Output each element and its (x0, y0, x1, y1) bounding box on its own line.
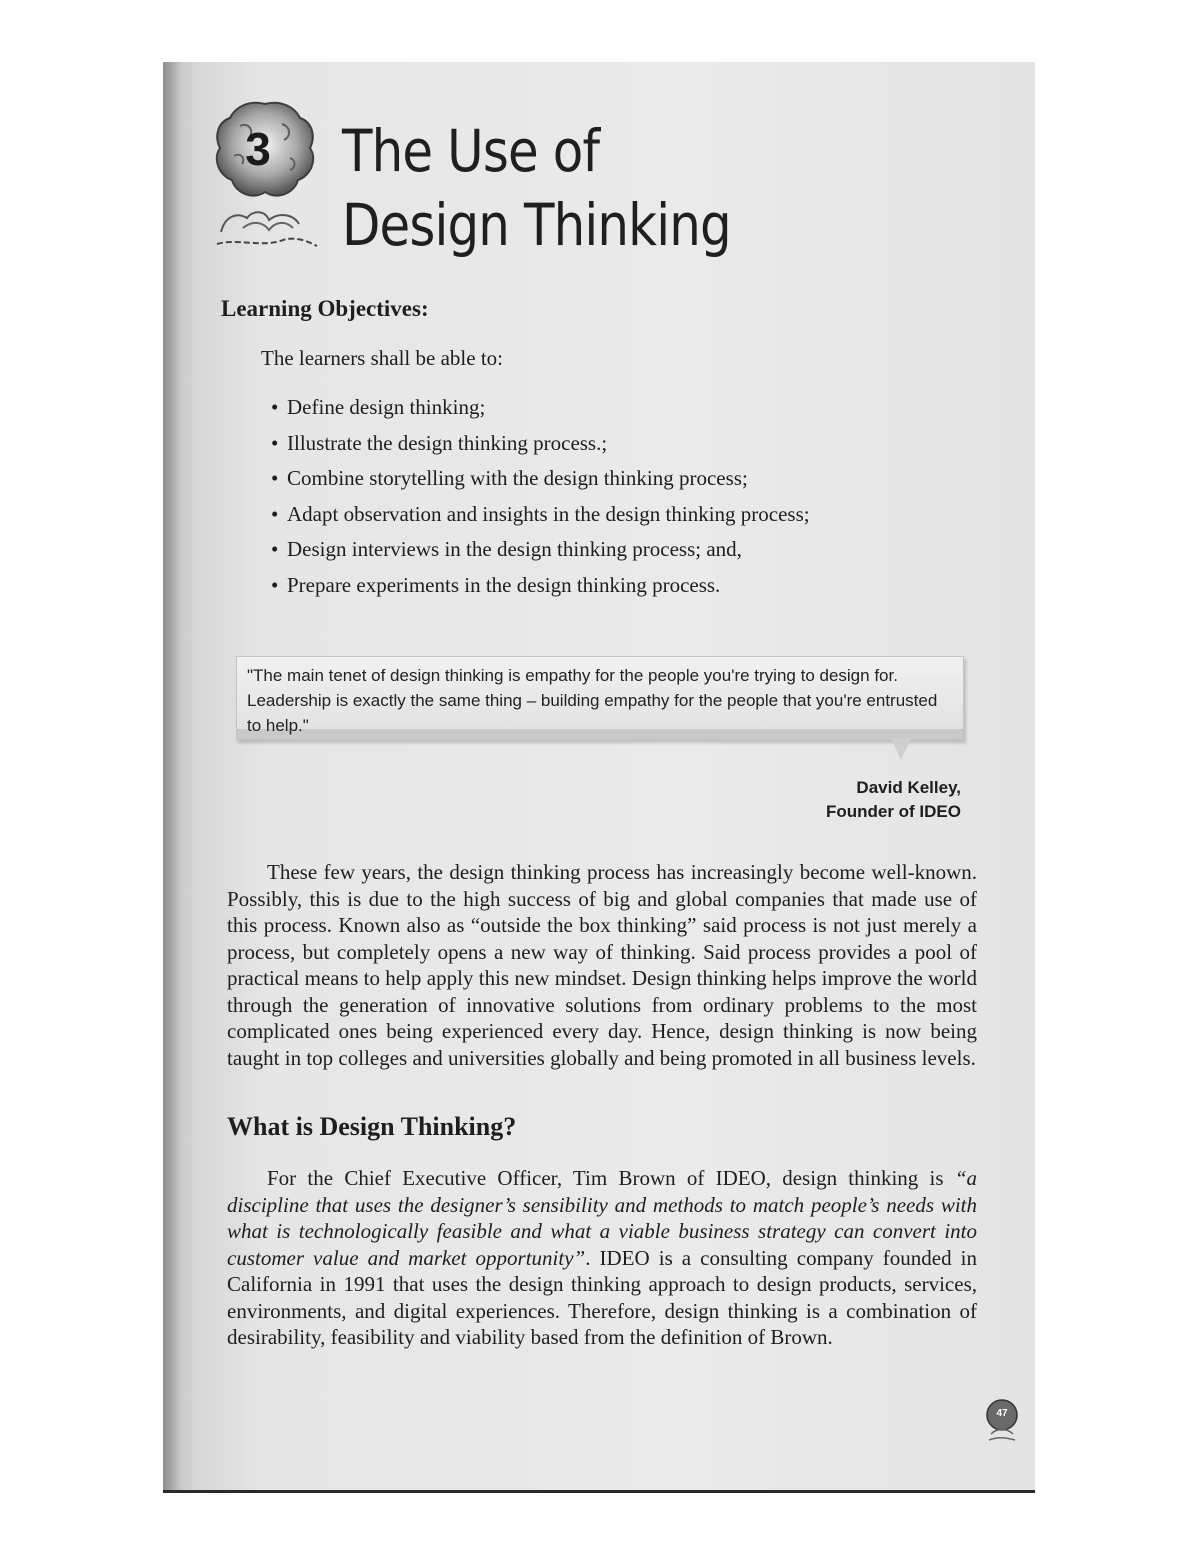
reading-figure-icon (213, 202, 323, 250)
chapter-title-line1: The Use of (342, 117, 600, 185)
quote-attribution (826, 776, 961, 824)
list-item (271, 532, 810, 568)
quote-author-title: Founder of IDEO (825, 802, 961, 821)
body-paragraph (227, 1165, 977, 1351)
objective-text: Combine storytelling with the design thinking process; (287, 466, 748, 490)
list-item (271, 426, 810, 462)
chapter-number: 3 (245, 123, 271, 175)
objective-text: Prepare experiments in the design thinking process. (287, 572, 721, 597)
list-item (271, 461, 810, 497)
list-item (271, 568, 810, 604)
speech-bubble-tail (891, 738, 911, 760)
objective-text: Illustrate the design thinking process.; (287, 430, 608, 455)
bullet-icon: • (271, 501, 279, 526)
section-heading: What is Design Thinking? (227, 1112, 517, 1141)
bullet-icon: • (271, 430, 279, 455)
learning-objectives-list (271, 390, 810, 603)
paragraph-intro: For the Chief Executive Officer, Tim Brown of IDEO, design thinking is (267, 1166, 955, 1190)
definition-quote: “a discipline that uses the designer’s sensibility and methods to match people’s needs with what is technologically feasible and what a viable business strategy can convert into customer value and market opportunity” (227, 1166, 977, 1270)
learning-objectives-intro: The learners shall be able to: (261, 346, 503, 370)
chapter-title (342, 114, 824, 262)
objective-text: Define design thinking; (287, 395, 486, 419)
bullet-icon: • (271, 537, 279, 561)
objective-text: Design interviews in the design thinking process; and, (287, 537, 742, 561)
quote-author: David Kelley, (856, 778, 961, 797)
page-number-badge-icon (985, 1398, 1019, 1444)
bullet-icon: • (271, 395, 279, 419)
book-page (163, 62, 1035, 1493)
list-item (271, 390, 810, 426)
quote-box (236, 656, 964, 740)
bullet-icon: • (271, 572, 279, 597)
chapter-title-line2: Design Thinking (342, 191, 731, 259)
quote-text: "The main tenet of design thinking is empathy for the people you're trying to design for. Leadership is exactly the same thing – building empathy for the people that you're entrusted to help." (247, 666, 938, 735)
page-number: 47 (996, 1408, 1008, 1419)
paragraph-rest: . IDEO is a consulting company founded in California in 1991 that uses the design thinking approach to design products, services, environments, and digital experiences. Therefore, design thinking is a combination of desirability, feasibility and viability based from the definition of Brown. (227, 1245, 977, 1349)
body-paragraph: These few years, the design thinking process has increasingly become well-known. Possibly, this is due to the high success of big and global companies that made use of this process. Known also as “outside the box thinking” said process is not just merely a process, but completely opens a new way of thinking. Said process provides a pool of practical means to help apply this new mindset. Design thinking helps improve the world through the generation of innovative solutions from ordinary problems to the most complicated ones being experienced every day. Hence, design thinking is now being taught in top colleges and universities globally and being promoted in all business levels. (227, 860, 977, 1070)
list-item (271, 497, 810, 533)
learning-objectives-heading: Learning Objectives: (221, 296, 429, 321)
spine-shadow (163, 62, 181, 1490)
objective-text: Adapt observation and insights in the design thinking process; (287, 501, 810, 526)
bullet-icon: • (271, 466, 279, 490)
